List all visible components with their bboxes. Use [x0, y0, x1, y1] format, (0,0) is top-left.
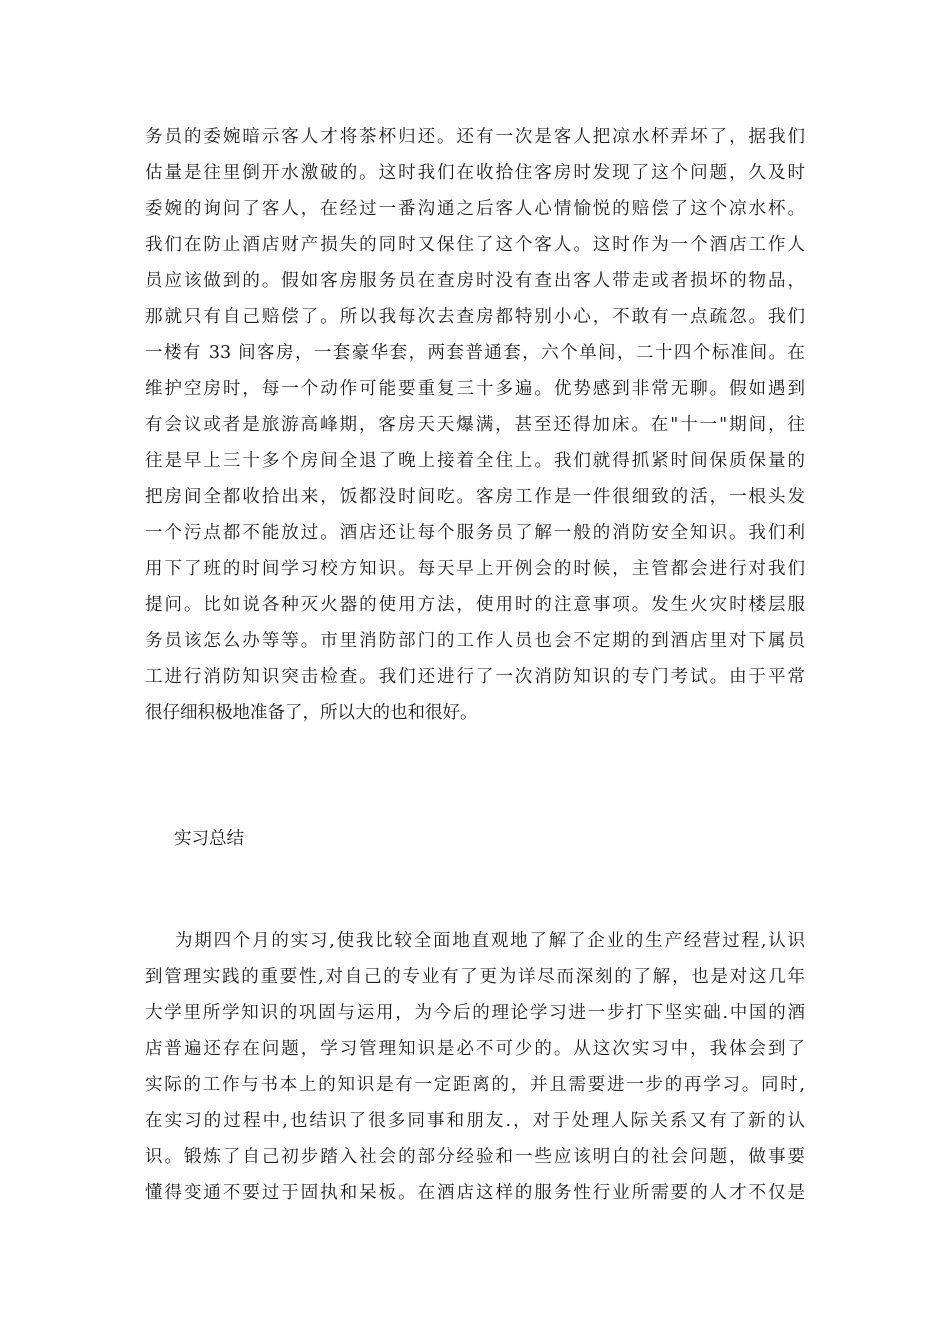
paragraph-1-line: 员应该做到的。假如客房服务员在查房时没有查出客人带走或者损坏的物品，: [145, 271, 805, 291]
paragraph-1-line: 往是早上三十多个房间全退了晚上接着全住上。我们就得抓紧时间保质保量的: [145, 451, 805, 471]
paragraph-2-line: 大学里所学知识的巩固与运用，为今后的理论学习进一步打下坚实础.中国的酒: [145, 1003, 805, 1023]
paragraph-1-line: 有会议或者是旅游高峰期，客房天天爆满，甚至还得加床。在"十一"期间，往: [145, 415, 805, 435]
paragraph-1-line: 务员该怎么办等等。市里消防部门的工作人员也会不定期的到酒店里对下属员: [145, 631, 805, 651]
paragraph-2-line: 为期四个月的实习,使我比较全面地直观地了解了企业的生产经营过程,认识: [175, 931, 805, 951]
paragraph-1-line: 一个污点都不能放过。酒店还让每个服务员了解一般的消防安全知识。我们利: [145, 523, 805, 543]
paragraph-1-line: 一楼有 33 间客房，一套豪华套，两套普通套，六个单间，二十四个标准间。在: [145, 343, 805, 363]
paragraph-2-line: 店普遍还存在问题，学习管理知识是必不可少的。从这次实习中，我体会到了: [145, 1039, 805, 1059]
paragraph-2-line: 识。锻炼了自己初步踏入社会的部分经验和一些应该明白的社会问题，做事要: [145, 1147, 805, 1167]
paragraph-1-line: 用下了班的时间学习校方知识。每天早上开例会的时候，主管都会进行对我们: [145, 559, 805, 579]
paragraph-1-line: 维护空房时，每一个动作可能要重复三十多遍。优势感到非常无聊。假如遇到: [145, 379, 805, 399]
paragraph-2-line: 实际的工作与书本上的知识是有一定距离的，并且需要进一步的再学习。同时,: [145, 1075, 805, 1095]
paragraph-1-line: 提问。比如说各种灭火器的使用方法，使用时的注意事项。发生火灾时楼层服: [145, 595, 805, 615]
paragraph-2-line: 到管理实践的重要性,对自己的专业有了更为详尽而深刻的了解，也是对这几年: [145, 967, 805, 987]
section-heading: 实习总结: [174, 829, 244, 849]
paragraph-1-line: 很仔细积极地准备了，所以大的也和很好。: [145, 703, 478, 723]
paragraph-1-line: 那就只有自己赔偿了。所以我每次去查房都特别小心，不敢有一点疏忽。我们: [145, 307, 805, 327]
paragraph-1-line: 务员的委婉暗示客人才将茶杯归还。还有一次是客人把凉水杯弄坏了，据我们: [145, 127, 805, 147]
paragraph-1-line: 我们在防止酒店财产损失的同时又保住了这个客人。这时作为一个酒店工作人: [145, 235, 805, 255]
paragraph-2-line: 懂得变通不要过于固执和呆板。在酒店这样的服务性行业所需要的人才不仅是: [145, 1183, 805, 1203]
paragraph-1-line: 工进行消防知识突击检查。我们还进行了一次消防知识的专门考试。由于平常: [145, 667, 805, 687]
paragraph-1-line: 估量是往里倒开水激破的。这时我们在收拾住客房时发现了这个问题，久及时: [145, 163, 805, 183]
paragraph-1-line: 把房间全都收拾出来，饭都没时间吃。客房工作是一件很细致的活，一根头发: [145, 487, 805, 507]
paragraph-1-line: 委婉的询问了客人，在经过一番沟通之后客人心情愉悦的赔偿了这个凉水杯。: [145, 199, 805, 219]
paragraph-2-line: 在实习的过程中,也结识了很多同事和朋友.，对于处理人际关系又有了新的认: [145, 1111, 805, 1131]
